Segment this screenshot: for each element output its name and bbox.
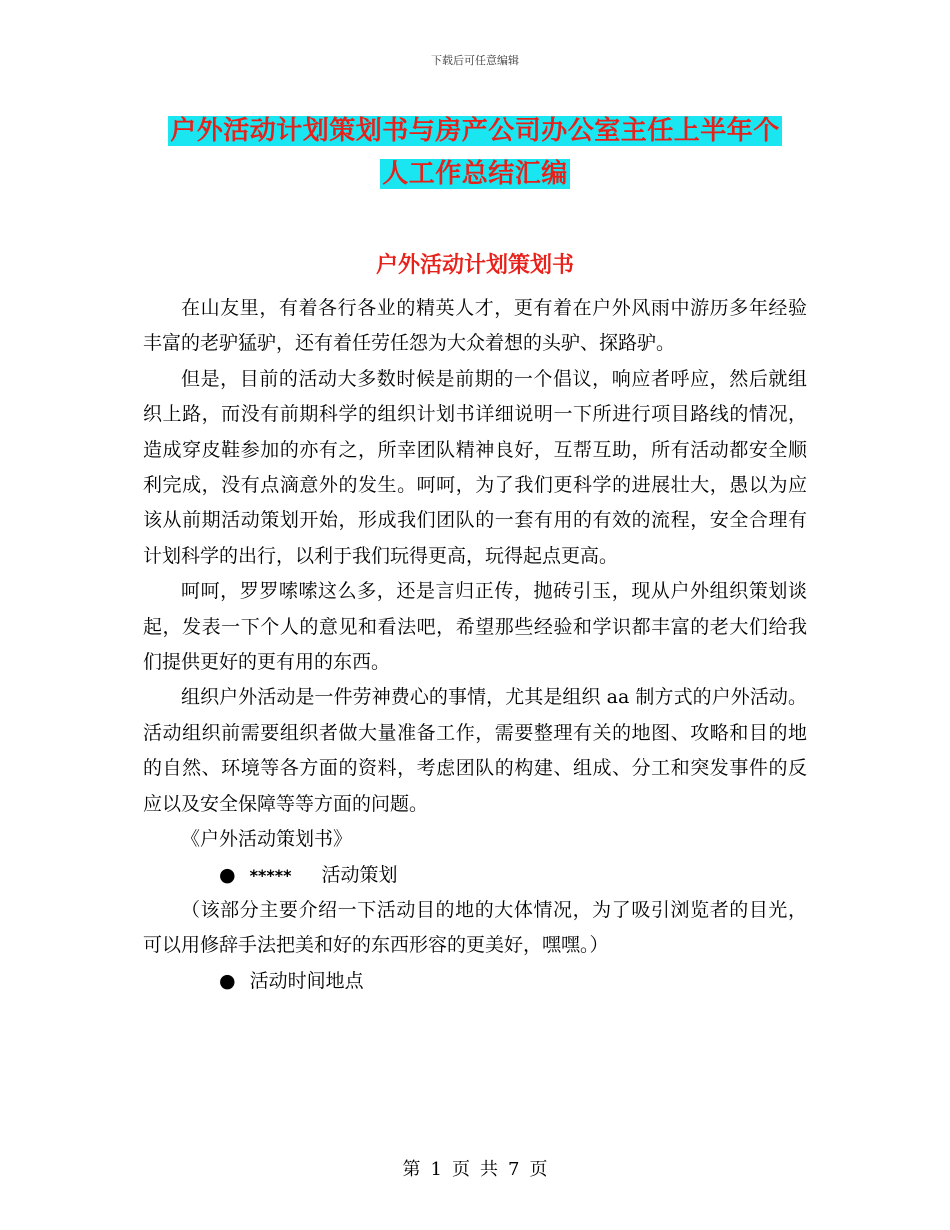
document-body: [143, 291, 807, 999]
paragraph: 《户外活动策划书》: [181, 828, 353, 851]
page-footer: [0, 1155, 950, 1181]
header-note: 下载后可任意编辑: [431, 54, 519, 67]
footer-mid: 页: [452, 1159, 470, 1180]
paragraph: （该部分主要介绍一下活动目的地的大体情况，为了吸引浏览者的目光，可以用修辞手法把美和好的东西形容的更美好，嘿嘿。）: [143, 898, 807, 957]
paragraph: 组织户外活动是一件劳神费心的事情，尤其是组织 aa 制方式的户外活动。活动组织前需要组织者做大量准备工作，需要整理有关的地图、攻略和目的地的自然、环境等各方面的资料，考虑团队的构建、组成、分工和突发事件的反应以及安全保障等等方面的问题。: [143, 686, 807, 815]
bullet-label: 活动策划: [321, 863, 398, 886]
bullet-item-time-location: [143, 964, 807, 999]
section-title: 户外活动计划策划书: [375, 253, 574, 278]
total-pages: 7: [508, 1159, 520, 1180]
paragraph: 在山友里，有着各行各业的精英人才，更有着在户外风雨中游历多年经验丰富的老驴猛驴，还有着任劳任怨为大众着想的头驴、探路驴。: [143, 297, 807, 355]
bullet-label: 活动时间地点: [249, 969, 364, 992]
document-title-line-1: 户外活动计划策划书与房产公司办公室主任上半年个: [170, 116, 780, 146]
page-number: 1: [430, 1159, 442, 1180]
footer-prefix: 第: [402, 1159, 421, 1180]
document-title-line-2: 人工作总结汇编: [382, 159, 568, 189]
bullet-dot-icon: ●: [219, 863, 236, 886]
bullet-item-activity-plan: [143, 858, 807, 893]
footer-suffix: 页: [529, 1159, 548, 1180]
bullet-dot-icon: ●: [219, 969, 236, 992]
footer-total-prefix: 共: [480, 1159, 498, 1180]
paragraph: 但是，目前的活动大多数时候是前期的一个倡议，响应者呼应，然后就组织上路，而没有前期科学的组织计划书详细说明一下所进行项目路线的情况，造成穿皮鞋参加的亦有之，所幸团队精神良好，互帮互助，所有活动都安全顺利完成，没有点滴意外的发生。呵呵，为了我们更科学的进展壮大，愚以为应该从前期活动策划开始，形成我们团队的一套有用的有效的流程，安全合理有计划科学的出行，以利于我们玩得更高，玩得起点更高。: [143, 367, 807, 567]
document-title: [0, 110, 950, 196]
stars-placeholder: *****: [249, 865, 292, 885]
paragraph: 呵呵，罗罗嗦嗦这么多，还是言归正传，抛砖引玉，现从户外组织策划谈起，发表一下个人的意见和看法吧，希望那些经验和学识都丰富的老大们给我们提供更好的更有用的东西。: [143, 580, 807, 674]
